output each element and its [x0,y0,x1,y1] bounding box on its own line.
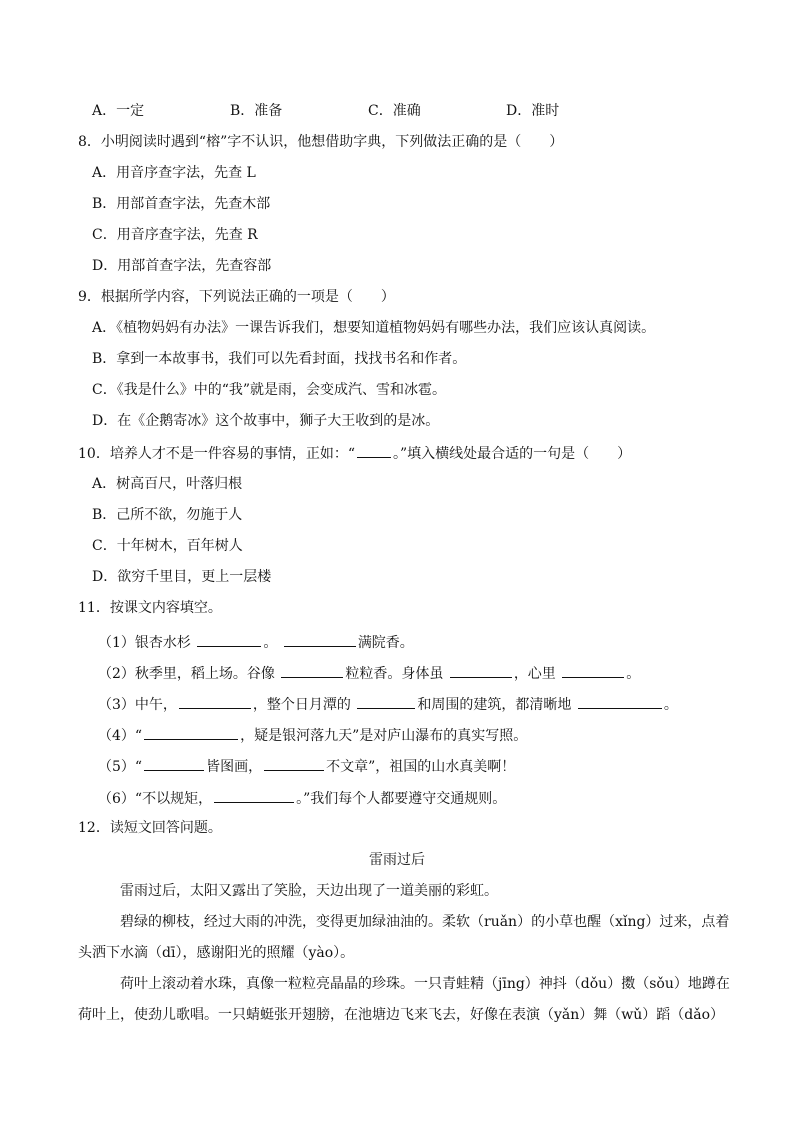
q11-item-3-text-d: 。 [663,697,678,713]
q9-option-c: C．《我是什么》中的“我”就是雨，会变成汽、雪和冰雹。 [92,382,447,398]
q11-item-1-text-a: （1）银杏水杉 [98,635,196,651]
q7-option-a: A．一定 [92,103,145,119]
q11-item-2 [98,662,794,684]
q8-option-c: C．用音序查字法，先查 R [92,227,258,243]
passage-paragraph-1: 雷雨过后，太阳又露出了笑脸，天边出现了一道美丽的彩虹。 [120,883,498,899]
q10-option-c: C．十年树木，百年树人 [92,538,243,554]
q9-option-b: B．拿到一本故事书，我们可以先看封面，找找书名和作者。 [92,351,467,367]
q11-item-2-text-a: （2）秋季里，稻上场。谷像 [98,666,280,682]
q10-stem-part2: 。”填入横线处最合适的一句是（ ） [392,446,632,462]
q10-stem-part1: 10．培养人才不是一件容易的事情，正如：“ [78,446,355,462]
passage-paragraph-3-line-2: 荷叶上，使劲儿歌唱。一只蜻蜓张开翅膀，在池塘边飞来飞去，好像在表演（yǎn）舞（wǔ）蹈（dǎo） [78,1007,725,1023]
q11-stem: 11．按课文内容填空。 [78,600,222,616]
q11-item-2-blank-2 [450,662,512,678]
q8-option-a: A．用音序查字法，先查 L [92,165,256,181]
q11-item-5 [98,755,794,777]
q11-item-5-text-b: 皆图画， [206,759,263,775]
q11-item-3-blank-2 [357,693,415,709]
q10-option-d: D．欲穷千里目，更上一层楼 [92,569,272,585]
q11-item-2-text-b: 粒粒香。身体虽 [345,666,448,682]
q11-item-1 [98,631,794,653]
q9-stem: 9．根据所学内容，下列说法正确的一项是（ ） [78,289,395,305]
q7-option-d: D．准时 [506,103,560,119]
q8-option-d: D．用部首查字法，先查容部 [92,258,272,274]
q9-option-a: A．《植物妈妈有办法》一课告诉我们，想要知道植物妈妈有哪些办法，我们应该认真阅读。 [92,320,656,336]
q11-item-1-text-b: 。 [263,635,282,651]
passage-paragraph-2-line-1: 碧绿的柳枝，经过大雨的冲洗，变得更加绿油油的。柔软（ruǎn）的小草也醒（xǐng）过来，点着 [120,914,730,930]
q11-item-4-text-b: ，疑是银河落九天”是对庐山瀑布的真实写照。 [240,728,528,744]
q11-item-3-text-a: （3）中午， [98,697,177,713]
q11-item-6 [98,787,794,809]
q10-option-a: A．树高百尺，叶落归根 [92,476,243,492]
q8-stem: 8．小明阅读时遇到“榕”字不认识，他想借助字典，下列做法正确的是（ ） [78,134,564,150]
q8-option-b: B．用部首查字法，先查木部 [92,196,271,212]
q11-item-3-text-c: 和周围的建筑，都清晰地 [417,697,576,713]
q11-item-2-blank-1 [281,662,343,678]
q11-item-5-blank-1 [144,755,204,771]
q10-stem [78,442,794,464]
q11-item-1-blank-2 [284,631,356,647]
passage-paragraph-3-line-1: 荷叶上滚动着水珠，真像一粒粒亮晶晶的珍珠。一只青蛙精（jīng）神抖（dǒu）擞（sǒu）地蹲在 [120,976,730,992]
q11-item-1-text-c: 满院香。 [357,635,414,651]
q11-item-3 [98,693,794,715]
q7-option-b: B．准备 [230,103,283,119]
q11-item-2-text-d: 。 [626,666,641,682]
q11-item-1-blank-1 [197,631,261,647]
q11-item-2-blank-3 [562,662,624,678]
q12-stem: 12．读短文回答问题。 [78,820,222,836]
q11-item-4-text-a: （4）“ [98,728,143,744]
q9-option-d: D．在《企鹅寄冰》这个故事中，狮子大王收到的是冰。 [92,413,440,429]
passage-title: 雷雨过后 [369,852,425,868]
q11-item-6-text-a: （6）“不以规矩， [98,791,213,807]
q11-item-5-text-a: （5）“ [98,759,143,775]
q10-option-b: B．己所不欲，勿施于人 [92,507,243,523]
q11-item-5-blank-2 [264,755,324,771]
q11-item-2-text-c: ，心里 [513,666,561,682]
q11-item-4 [98,724,794,746]
q11-item-4-blank-1 [144,724,238,740]
q11-item-3-text-b: ，整个日月潭的 [252,697,356,713]
q11-item-6-blank-1 [214,787,294,803]
passage-paragraph-2-line-2: 头洒下水滴（dī），感谢阳光的照耀（yào）。 [78,945,355,961]
q11-item-3-blank-1 [179,693,251,709]
q11-item-5-text-c: 不文章”，祖国的山水真美啊！ [326,759,516,775]
q11-item-6-text-b: 。”我们每个人都要遵守交通规则。 [296,791,507,807]
q11-item-3-blank-3 [578,693,662,709]
q7-option-c: C．准确 [368,103,421,119]
q10-blank [357,442,391,458]
